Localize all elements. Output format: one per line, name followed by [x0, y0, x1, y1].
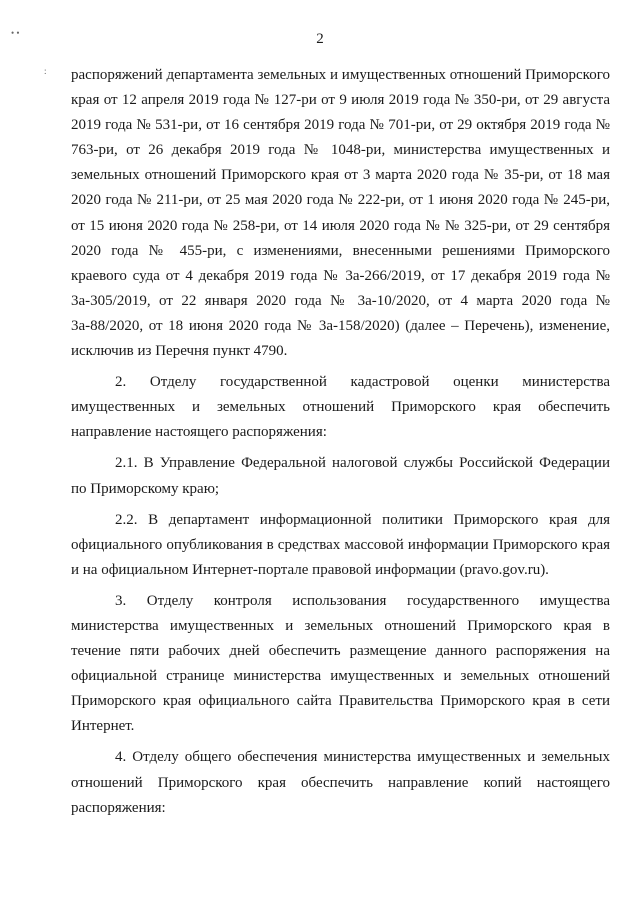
paragraph: 2.1. В Управление Федеральной налоговой службы Российской Федерации по Приморскому краю; — [71, 455, 610, 497]
paragraph: распоряжений департамента земельных и имущественных отношений Приморского края от 12 апреля 2019 года № 127-ри от 9 июля 2019 года № 350-ри, от 29 августа 2019 года № 531-ри, от 16 сентября 2019 года № 701-ри, от 29 октября 2019 года № 763-ри, от 26 декабря 2019 года № 1048-ри, министерства имущественных и земельных отношений Приморского края от 3 марта 2020 года № 35-ри, от 18 мая 2020 года № 211-ри, от 25 мая 2020 года № 222-ри, от 1 июня 2020 года № 245-ри, от 15 июня 2020 года № 258-ри, от 14 июля 2020 года № № 325-ри, от 29 сентября 2020 года № 455-ри, с изменениями, внесенными решениями Приморского краевого суда от 4 декабря 2019 года № 3а-266/2019, от 17 декабря 2019 года № 3а-305/2019, от 22 января 2020 года № 3а-10/2020, от 4 марта 2020 года № 3а-88/2020, от 18 июня 2020 года № 3а-158/2020) (далее – Перечень), изменение, исключив из Перечня пункт 4790. — [71, 67, 610, 360]
scan-artifact: • • — [11, 28, 20, 38]
paragraph: 4. Отделу общего обеспечения министерства имущественных и земельных отношений Приморского края обеспечить направление копий настоящего распоряжения: — [71, 749, 610, 816]
document-body — [71, 63, 610, 821]
page-number: 2 — [316, 31, 324, 47]
paragraph: 2.2. В департамент информационной политики Приморского края для официального опубликования в средствах массовой информации Приморского края и на официальном Интернет-портале правовой информации (pravo.gov.ru). — [71, 511, 610, 578]
paragraph: 3. Отделу контроля использования государственного имущества министерства имущественных и земельных отношений Приморского края в течение пяти рабочих дней обеспечить размещение данного распоряжения на официальной странице министерства имущественных и земельных отношений Приморского края официального сайта Правительства Приморского края в сети Интернет. — [71, 592, 610, 735]
paragraph: 2. Отделу государственной кадастровой оценки министерства имущественных и земельных отношений Приморского края обеспечить направление настоящего распоряжения: — [71, 374, 610, 441]
scan-artifact: : — [44, 66, 47, 76]
